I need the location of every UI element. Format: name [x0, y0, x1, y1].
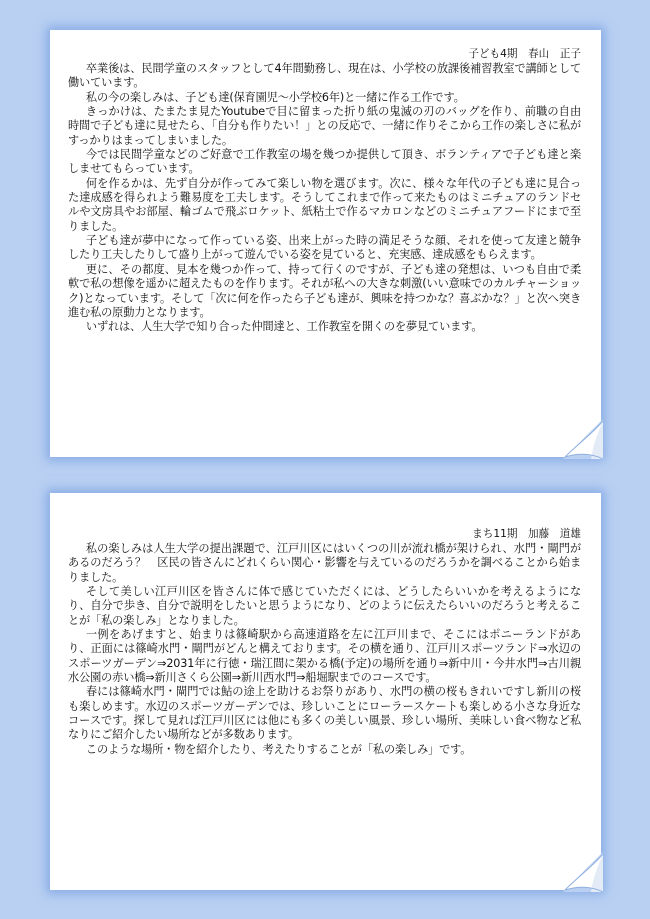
paragraph: 私の楽しみは人生大学の提出課題で、江戸川区にはいくつの川が流れ橋が架けられ、水門・閘門があるのだろう？ 区民の皆さんにどれくらい関心・影響を与えているのだろうかを調べることから始まりました。	[68, 542, 581, 584]
paragraph: 子ども達が夢中になって作っている姿、出来上がった時の満足そうな顔、それを使って友達と競争したり工夫したりして盛り上がって遊んでいる姿を見ていると、充実感、達成感をもらえます。	[68, 234, 581, 262]
paragraph: 卒業後は、民間学童のスタッフとして4年間勤務し、現在は、小学校の放課後補習教室で講師として働いています。	[68, 62, 581, 90]
essay-card-2	[50, 493, 601, 890]
page-curl-icon	[563, 419, 603, 459]
paragraph: 春には篠崎水門・閘門では鮎の途上を助けるお祭りがあり、水門の横の桜もきれいですし新川の桜も楽しめます。水辺のスポーツガーデンでは、珍しいことにローラースケートも楽しめる小さな身近なコースです。探して見れば江戸川区には他にも多くの美しい風景、珍しい場所、美味しい食べ物など私なりにご紹介したい場所などが多数あります。	[68, 685, 581, 742]
paragraph: 何を作るかは、先ず自分が作ってみて楽しい物を選びます。次に、様々な年代の子ども達に見合った達成感を得られよう難易度を工夫します。そうしてこれまで作って来たものはミニチュアのランドセルや文房具やお部屋、輪ゴムで飛ぶロケット、紙粘土で作るマカロンなどのミニチュアフードにまで至りました。	[68, 176, 581, 233]
paragraph: 私の今の楽しみは、子ども達(保育園児～小学校6年)と一緒に作る工作です。	[85, 90, 465, 104]
author-name: 子ども4期 春山 正子	[468, 48, 581, 60]
paragraph: このような場所・物を紹介したり、考えたりすることが「私の楽しみ」です。	[85, 742, 472, 756]
author-name: まち11期 加藤 道雄	[472, 528, 581, 540]
page-curl-icon	[563, 852, 603, 892]
paragraph: いずれは、人生大学で知り合った仲間達と、工作教室を開くのを夢見ています。	[85, 320, 483, 334]
paragraph: 更に、その都度、見本を幾つか作って、持って行くのですが、子ども達の発想は、いつも自由で柔軟で私の想像を遥かに超えたものを作ります。それが私への大きな刺激(いい意味でのカルチャーショック)となっています。そして「次に何を作ったら子ども達が、興味を持つかな？喜ぶかな？」と次へ突き進む私の原動力となります。	[68, 262, 581, 319]
essay-card-1	[50, 30, 601, 457]
paragraph: きっかけは、たまたま見たYoutubeで目に留まった折り紙の鬼滅の刃のバッグを作り、前職の自由時間で子ども達に見せたら、「自分も作りたい！」との反応で、一緒に作りそこから工作の楽しさに私がすっかりはまってしまいました。	[68, 105, 581, 147]
paragraph: 今では民間学童などのご好意で工作教室の場を幾つか提供して頂き、ボランティアで子ども達と楽しませてもらっています。	[68, 148, 581, 176]
paragraph: 一例をあげますと、始まりは篠崎駅から高速道路を左に江戸川まで、そこにはポニーランドがあり、正面には篠崎水門・閘門がどんと構えております。その横を通り、江戸川スポーツランド⇒水辺のスポーツガーデン⇒2031年に行徳・瑞江間に架かる橋(予定)の場所を通り⇒新中川・今井水門⇒古川親水公園の赤い橋⇒新川さくら公園⇒新川西水門⇒船堀駅までのコースです。	[68, 628, 581, 685]
paragraph: そして美しい江戸川区を皆さんに体で感じていただくには、どうしたらいいかを考えるようになり、自分で歩き、自分で説明をしたいと思うようになり、どのように伝えたらいいのだろうと考えることが「私の楽しみ」となりました。	[68, 585, 581, 627]
